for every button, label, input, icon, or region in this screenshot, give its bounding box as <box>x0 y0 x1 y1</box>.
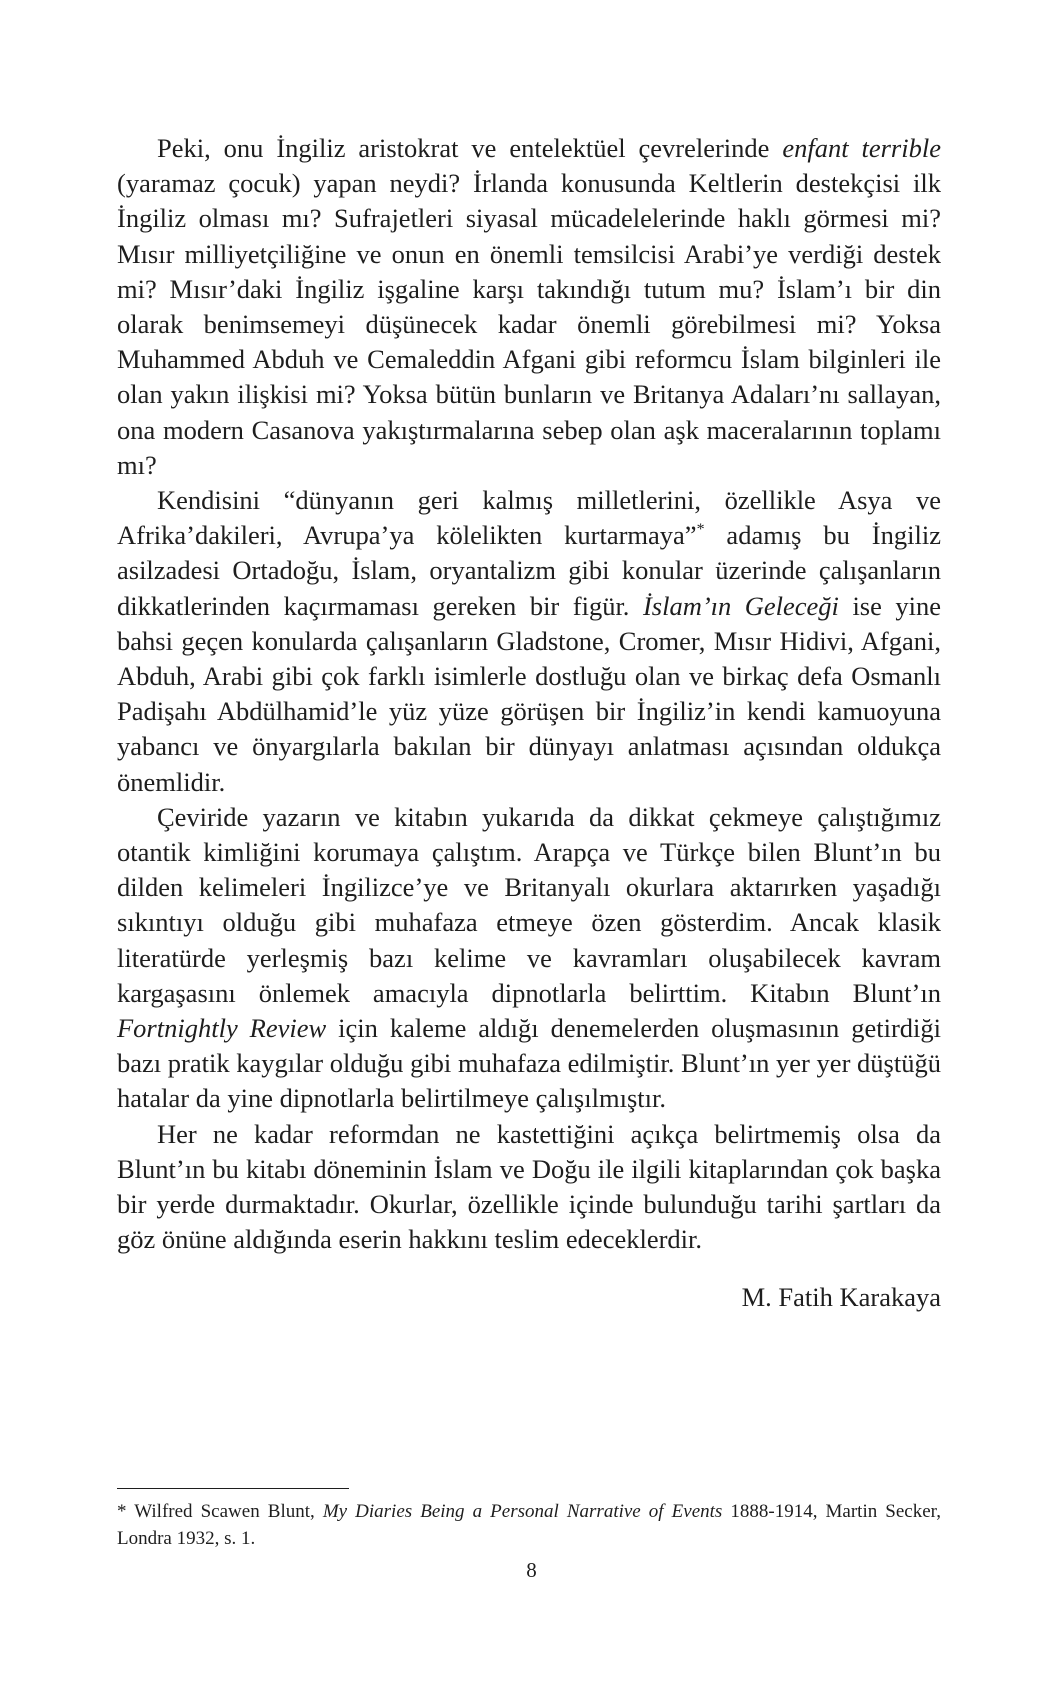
italic-text: Fortnightly Review <box>117 1013 327 1044</box>
text-run: Peki, onu İngiliz aristokrat ve entelektüel çevrelerinde <box>157 133 783 163</box>
paragraph <box>117 483 941 800</box>
text-run: 1888-1914, Martin Secker, Londra 1932, s. 1. <box>117 1501 941 1549</box>
text-run: Her ne kadar reformdan ne kastettiğini açıkça belirtmemiş olsa da Blunt’ın bu kitabı döneminin İslam ve Doğu ile ilgili kitaplarından çok başka bir yerde durmaktadır. Okurlar, özellikle içinde bulunduğu tarihi şartları da göz önüne aldığında eserin hakkını teslim edeceklerdir. <box>117 1118 941 1255</box>
text-run: adamış bu İngiliz asilzadesi Ortadoğu, İslam, oryantalizm gibi konular üzerinde çalışanların dikkatlerinden kaçırmaması gereken bir figür. <box>117 520 941 621</box>
author-signature: M. Fatih Karakaya <box>741 1282 941 1312</box>
italic-text: enfant terrible <box>782 133 941 163</box>
paragraph <box>117 1117 941 1258</box>
text-run: * Wilfred Scawen Blunt, <box>117 1501 323 1522</box>
text-run: Çeviride yazarın ve kitabın yukarıda da dikkat çekmeye çalıştığımız otantik kimliğini korumaya çalıştım. Arapça ve Türkçe bilen Blunt’ın bu dilden kelimeleri İngilizce’ye ve Britanyalı okurlara aktarırken yaşadığı sıkıntıyı olduğu gibi muhafaza etmeye özen gösterdim. Ancak klasik literatürde yerleşmiş bazı kelime ve kavramları oluşabilecek kavram kargaşasını önlemek amacıyla dipnotlarla belirttim. Kitabın Blunt’ın <box>117 801 941 1008</box>
footnote <box>117 1498 941 1552</box>
text-run: Kendisini “dünyanın geri kalmış milletlerini, özellikle Asya ve Afrika’dakileri, Avrupa’ya kölelikten kurtarmaya” <box>117 485 941 551</box>
italic-text: My Diaries Being a Personal Narrative of Events <box>322 1501 723 1522</box>
paragraph <box>117 131 941 483</box>
text-run: (yaramaz çocuk) yapan neydi? İrlanda konusunda Keltlerin destekçisi ilk İngiliz olması mı? Sufrajetleri siyasal mücadelelerinde haklı görmesi mi? Mısır milliyetçiliğine ve onun en önemli temsilcisi Arabi’ye verdiği destek mi? Mısır’daki İngiliz işgaline karşı takındığı tutum mu? İslam’ı bir din olarak benimsemeyi düşünecek kadar önemli görebilmesi mi? Yoksa Muhammed Abduh ve Cemaleddin Afgani gibi reformcu İslam bilginleri ile olan yakın ilişkisi mi? Yoksa bütün bunların ve Britanya Adaları’nı sallayan, ona modern Casanova yakıştırmalarına sebep olan aşk maceralarının toplamı mı? <box>117 168 941 480</box>
paragraph <box>117 800 941 1117</box>
footnote-marker: * <box>696 521 705 539</box>
italic-text: İslam’ın Geleceği <box>642 590 839 621</box>
page-number: 8 <box>526 1558 537 1582</box>
body-text <box>117 131 941 1258</box>
text-run: ise yine bahsi geçen konularda çalışanların Gladstone, Cromer, Mısır Hidivi, Afgani, Abduh, Arabi gibi çok farklı isimlerle dostluğu olan ve birkaç defa Osmanlı Padişahı Abdülhamid’le yüz yüze görüşen bir İngiliz’in kendi kamuoyuna yabancı ve önyargılarla bakılan bir dünyayı anlatması açısından oldukça önemlidir. <box>117 590 942 797</box>
text-run: için kaleme aldığı denemelerden oluşmasının getirdiği bazı pratik kaygılar olduğu gibi muhafaza edilmiştir. Blunt’ın yer yer düştüğü hatalar da yine dipnotlarla belirtilmeye çalışılmıştır. <box>117 1013 941 1114</box>
footnote-divider <box>117 1488 349 1489</box>
